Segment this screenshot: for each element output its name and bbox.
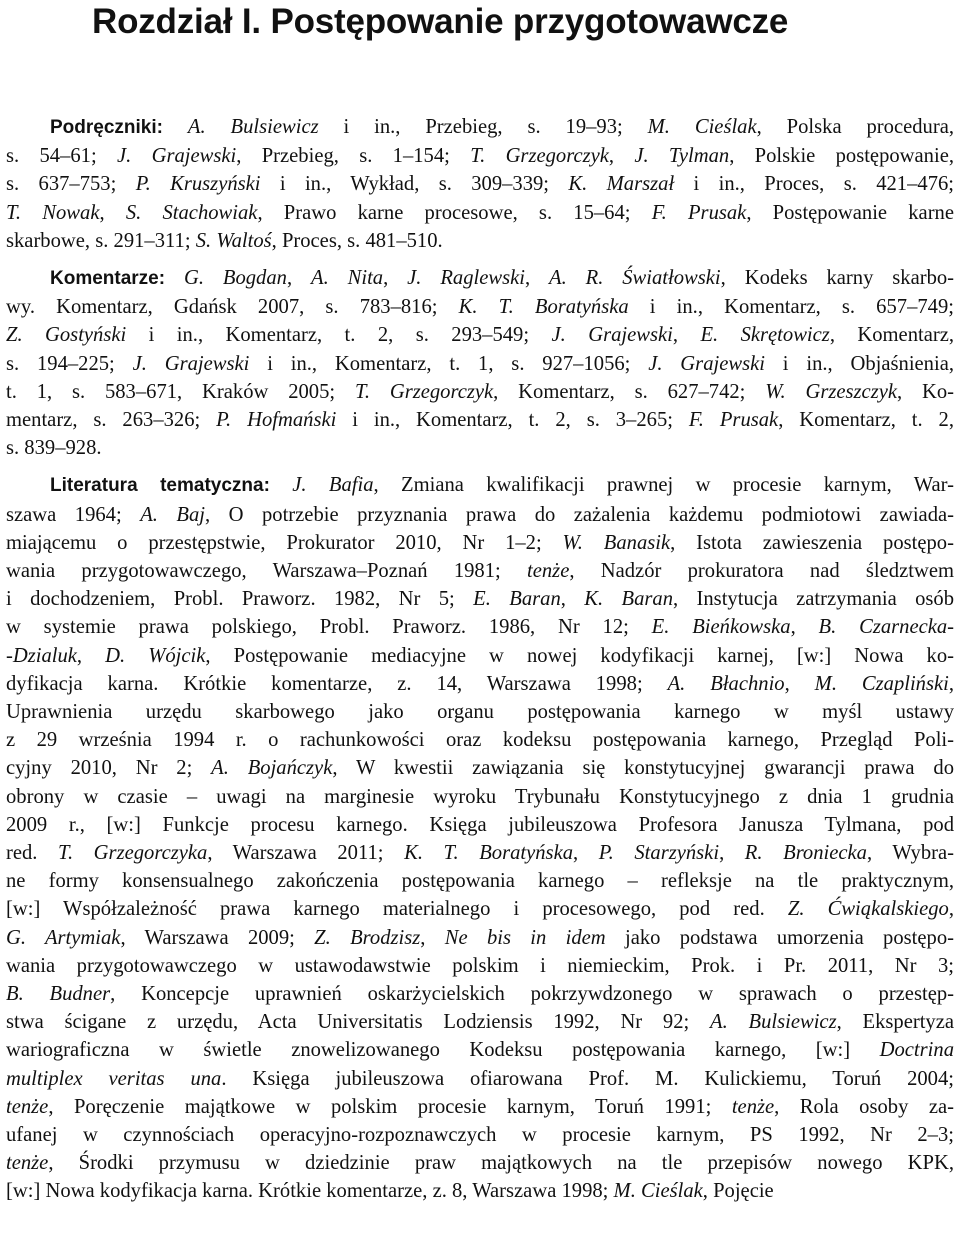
text-line	[6, 406, 954, 434]
line-content: cyjny 2010, Nr 2; A. Bojańczyk, W kwestii zawiązania się konstytucyjnej gwarancji prawa do	[6, 757, 954, 780]
text-line	[6, 726, 954, 754]
line-content: G. Artymiak, Warszawa 2009; Z. Brodzisz, Ne bis in idem jako podstawa umorzenia postępo-	[6, 926, 954, 949]
line-content: dyfikacja karna. Krótkie komentarze, z. 14, Warszawa 1998; A. Błachnio, M. Czapliński,	[6, 672, 955, 695]
line-content: tenże, Poręczenie majątkowe w polskim procesie karnym, Toruń 1991; tenże, Rola osoby za-	[6, 1095, 954, 1118]
text-line	[6, 670, 954, 698]
line-content: -Dzialuk, D. Wójcik, Postępowanie mediacyjne w nowej kodyfikacji karnej, [w:] Nowa ko-	[6, 644, 954, 667]
line-content: s. 637–753; P. Kruszyński i in., Wykład, s. 309–339; K. Marszał i in., Proces, s. 421–476;	[6, 173, 955, 196]
text-line	[6, 1065, 954, 1093]
text-line	[6, 585, 954, 613]
line-content: wariograficzna w świetle znowelizowanego Kodeksu postępowania karnego, [w:] Doctrina	[6, 1039, 954, 1062]
text-line	[6, 293, 954, 321]
text-line	[6, 811, 954, 839]
text-line	[6, 783, 954, 811]
section-label: Podręczniki:	[50, 117, 163, 138]
text-line	[6, 1121, 954, 1149]
textbooks-paragraph	[6, 113, 954, 255]
line-content: ne formy konsensualnego zakończenia postępowania karnego – refleksje na tle praktycznym,	[6, 870, 954, 893]
line-content: wania przygotowawczego w ustawodawstwie polskim i niemieckim, Prok. i Pr. 2011, Nr 3;	[6, 954, 954, 977]
text-line	[6, 952, 954, 980]
line-content: J. Bafia, Zmiana kwalifikacji prawnej w procesie karnym, War-	[292, 474, 954, 497]
text-line	[6, 378, 954, 406]
line-content: wania przygotowawczego, Warszawa–Poznań 1981; tenże, Nadzór prokuratora nad śledztwem	[6, 560, 954, 582]
line-content: i dochodzeniem, Probl. Praworz. 1982, Nr 5; E. Baran, K. Baran, Instytucja zatrzymania osób	[6, 588, 954, 611]
text-line	[6, 754, 954, 782]
line-content: s. 54–61; J. Grajewski, Przebieg, s. 1–154; T. Grzegorczyk, J. Tylman, Polskie postępowanie,	[6, 145, 954, 168]
line-content: miającemu o przestępstwie, Prokurator 2010, Nr 1–2; W. Banasik, Istota zawieszenia postępo-	[6, 531, 954, 554]
text-line	[6, 867, 954, 895]
line-content: z 29 września 1994 r. o rachunkowości oraz kodeksu postępowania karnego, Przegląd Poli-	[6, 729, 954, 752]
text-line	[6, 613, 954, 641]
section-label: Literatura tematyczna:	[50, 475, 270, 497]
text-line	[6, 1036, 954, 1064]
line-content: multiplex veritas una. Księga jubileuszowa ofiarowana Prof. M. Kulickiemu, Toruń 2004;	[6, 1067, 954, 1090]
line-content: T. Nowak, S. Stachowiak, Prawo karne procesowe, s. 15–64; F. Prusak, Postępowanie karne	[6, 201, 954, 224]
line-content: G. Bogdan, A. Nita, J. Raglewski, A. R. Światłowski, Kodeks karny skarbo-	[183, 267, 955, 289]
text-line	[6, 698, 954, 726]
text-line	[6, 642, 954, 670]
line-content: szawa 1964; A. Baj, O potrzebie przyznania prawa do zażalenia każdemu podmiotowi zawiada-	[6, 503, 954, 526]
text-line	[6, 557, 954, 585]
line-content: s. 194–225; J. Grajewski i in., Komentarz, t. 1, s. 927–1056; J. Grajewski i in., Objaśnienia,	[6, 352, 954, 375]
text-line	[6, 471, 954, 500]
text-line	[6, 1177, 954, 1205]
thematic-literature-paragraph	[6, 471, 954, 1205]
line-content: Uprawnienia urzędu skarbowego jako organu postępowania karnego w myśl ustawy	[6, 701, 954, 724]
text-line	[6, 199, 954, 227]
text-line	[6, 227, 954, 255]
line-content: w systemie prawa polskiego, Probl. Praworz. 1986, Nr 12; E. Bieńkowska, B. Czarnecka-	[6, 616, 955, 639]
line-content: [w:] Współzależność prawa karnego materialnego i procesowego, pod red. Z. Ćwiąkalskiego,	[6, 898, 955, 921]
text-line	[6, 839, 954, 867]
text-line	[6, 1093, 954, 1121]
text-line	[6, 350, 954, 378]
line-content: stwa ścigane z urzędu, Acta Universitatis Lodziensis 1992, Nr 92; A. Bulsiewicz, Ekspertyza	[6, 1011, 954, 1034]
text-line	[6, 113, 954, 142]
line-content: s. 839–928.	[6, 437, 102, 460]
line-content: A. Bulsiewicz i in., Przebieg, s. 19–93; M. Cieślak, Polska procedura,	[187, 116, 954, 138]
line-content: mentarz, s. 263–326; P. Hofmański i in., Komentarz, t. 2, s. 3–265; F. Prusak, Komentarz, t. 2,	[6, 409, 954, 432]
line-content: tenże, Środki przymusu w dziedzinie praw majątkowych na tle przepisów nowego KPK,	[6, 1152, 954, 1175]
text-line	[6, 264, 954, 293]
text-line	[6, 142, 954, 170]
line-content: obrony w czasie – uwagi na marginesie wyroku Trybunału Konstytucyjnego z dnia 1 grudnia	[6, 785, 954, 808]
text-line	[6, 434, 954, 462]
line-content: skarbowe, s. 291–311; S. Waltoś, Proces, s. 481–510.	[6, 229, 443, 252]
line-content: wy. Komentarz, Gdańsk 2007, s. 783–816; K. T. Boratyńska i in., Komentarz, s. 657–749;	[6, 296, 954, 319]
line-content: red. T. Grzegorczyka, Warszawa 2011; K. T. Boratyńska, P. Starzyński, R. Broniecka, Wybra-	[6, 842, 954, 865]
text-line	[6, 895, 954, 923]
line-content: ufanej w czynnościach operacyjno-rozpoznawczych w procesie karnym, PS 1992, Nr 2–3;	[6, 1124, 954, 1147]
line-content: Z. Gostyński i in., Komentarz, t. 2, s. 293–549; J. Grajewski, E. Skrętowicz, Komentarz,	[6, 324, 955, 347]
text-line	[6, 529, 954, 557]
text-line	[6, 980, 954, 1008]
text-line	[6, 501, 954, 529]
line-content: t. 1, s. 583–671, Kraków 2005; T. Grzegorczyk, Komentarz, s. 627–742; W. Grzeszczyk, Ko-	[6, 380, 955, 403]
commentaries-paragraph	[6, 264, 954, 462]
chapter-title: Rozdział I. Postępowanie przygotowawcze	[92, 2, 789, 41]
text-line	[6, 1008, 954, 1036]
line-content: 2009 r., [w:] Funkcje procesu karnego. Księga jubileuszowa Profesora Janusza Tylmana, pod	[6, 813, 954, 836]
line-content: [w:] Nowa kodyfikacja karna. Krótkie komentarze, z. 8, Warszawa 1998; M. Cieślak, Pojęcie	[6, 1180, 774, 1203]
text-line	[6, 924, 954, 952]
text-line	[6, 1149, 954, 1177]
text-line	[6, 170, 954, 198]
text-line	[6, 321, 954, 349]
section-label: Komentarze:	[50, 268, 166, 289]
line-content: B. Budner, Koncepcje uprawnień oskarżycielskich pokrzywdzonego w sprawach o przestęp-	[6, 983, 954, 1006]
